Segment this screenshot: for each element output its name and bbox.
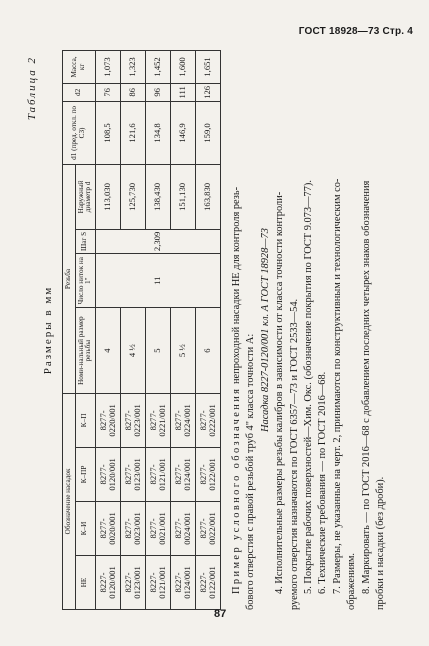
note-4-cont: руемого отверстия назначаются по ГОСТ 6357—73 и ГОСТ 2533—54. [288, 298, 300, 610]
table-row [95, 51, 120, 610]
example-heading: Пример условного обозначения [231, 386, 242, 594]
table-row [145, 51, 170, 610]
cell-nominal: 4 [95, 308, 120, 394]
cell-kpr: 8277-0124/001 [170, 447, 195, 501]
cell-d1: 108,5 [95, 101, 120, 164]
cell-d1: 121,6 [120, 101, 145, 164]
cell-d1: 146,9 [170, 101, 195, 164]
cell-d2: 76 [95, 83, 120, 101]
cell-mass: 1,452 [145, 51, 170, 84]
table-caption: Размеры в мм [42, 285, 54, 375]
note-5: 5. Покрытие рабочих поверхностей—Хим. Окс. (обозначение покрытия по ГОСТ 9.073—77). [303, 180, 315, 594]
note-7-cont: ображениям. [346, 552, 358, 610]
cell-d1: 159,0 [195, 101, 220, 164]
rotated-content [20, 50, 400, 610]
cell-mass: 1,323 [120, 51, 145, 84]
cell-ki: 8277-0023/001 [120, 501, 145, 555]
col-pitch: Шаг S [75, 229, 95, 253]
cell-diameter: 151,130 [170, 165, 195, 230]
dimensions-table [62, 50, 221, 610]
cell-ne: 8227-0121/001 [145, 555, 170, 609]
cell-d2: 126 [195, 83, 220, 101]
cell-diameter: 138,430 [145, 165, 170, 230]
page-header: ГОСТ 18928—73 Стр. 4 [298, 26, 413, 37]
note-8-cont: пробки и насадки (без дроби). [375, 476, 387, 610]
cell-ne: 8227-0123/001 [120, 555, 145, 609]
col-mass: Масса, кг [63, 51, 96, 84]
cell-nominal: 6 [195, 308, 220, 394]
col-ne: НЕ [75, 555, 95, 609]
notes-block [230, 50, 388, 610]
table-row [120, 51, 145, 610]
col-diameter: Наружный диаметр d [75, 165, 95, 230]
cell-kp: 8277-0224/001 [170, 393, 195, 447]
page-number: 87 [214, 608, 227, 620]
cell-ne: 8227-0124/001 [170, 555, 195, 609]
cell-ne: 8227-0120/001 [95, 555, 120, 609]
cell-kpr: 8277-0121/001 [145, 447, 170, 501]
cell-d2: 86 [120, 83, 145, 101]
cell-ne: 8227-0122/001 [195, 555, 220, 609]
note-7: 7. Размеры, не указанные на черт. 2, принимаются по конструктивным и технологическим со- [331, 178, 343, 594]
col-nominal: Номи-нальный размер резьбы [75, 308, 95, 394]
cell-kp: 8277-0220/001 [95, 393, 120, 447]
col-d2: d2 [63, 83, 96, 101]
cell-ki: 8277-0020/001 [95, 501, 120, 555]
note-4: 4. Исполнительные размеры резьбы калибров в зависимости от класса точности контроли- [274, 191, 286, 594]
table-row [170, 51, 195, 610]
note-6: 6. Технические требования — по ГОСТ 2016—68. [317, 371, 329, 594]
note-8: 8. Маркировать — по ГОСТ 2016—68 с добавлением последних четырех знаков обозначения [360, 180, 372, 594]
example-formula: Насадка 8227-0120/001 кл. А ГОСТ 18928—73 [259, 228, 271, 432]
col-d1: d1 (пред. откл. по С3) [63, 101, 96, 164]
cell-d1: 134,8 [145, 101, 170, 164]
example-rest: непроходной насадки НЕ для контроля резь- [231, 186, 242, 385]
cell-d2: 96 [145, 83, 170, 101]
table-row [195, 51, 220, 610]
cell-kpr: 8277-0120/001 [95, 447, 120, 501]
col-kpr: К–ПР [75, 447, 95, 501]
cell-diameter: 163,830 [195, 165, 220, 230]
cell-pitch: 2,309 [95, 229, 220, 253]
cell-kp: 8277-0222/001 [195, 393, 220, 447]
group-designation-header: Обозначение насадок [63, 393, 76, 609]
cell-threads: 11 [95, 254, 220, 308]
col-ki: К–И [75, 501, 95, 555]
cell-mass: 1,600 [170, 51, 195, 84]
cell-diameter: 125,730 [120, 165, 145, 230]
cell-nominal: 5 ½ [170, 308, 195, 394]
cell-mass: 1,651 [195, 51, 220, 84]
cell-mass: 1,073 [95, 51, 120, 84]
cell-ki: 8277-0022/001 [195, 501, 220, 555]
cell-kpr: 8277-0122/001 [195, 447, 220, 501]
col-kp: К–П [75, 393, 95, 447]
cell-diameter: 113,030 [95, 165, 120, 230]
cell-kp: 8277-0221/001 [145, 393, 170, 447]
example-line-2: бового отверстия с правой резьбой труб 4" класса точности А: [245, 333, 257, 610]
cell-ki: 8277-0024/001 [170, 501, 195, 555]
cell-kpr: 8277-0123/001 [120, 447, 145, 501]
cell-nominal: 4 ½ [120, 308, 145, 394]
cell-kp: 8277-0223/001 [120, 393, 145, 447]
cell-d2: 111 [170, 83, 195, 101]
col-threads: Число ниток на 1" [75, 254, 95, 308]
cell-nominal: 5 [145, 308, 170, 394]
example-line-1 [230, 50, 244, 610]
cell-ki: 8277-0021/001 [145, 501, 170, 555]
group-thread-header: Резьба [63, 165, 76, 394]
table-label: Таблица 2 [26, 56, 38, 121]
